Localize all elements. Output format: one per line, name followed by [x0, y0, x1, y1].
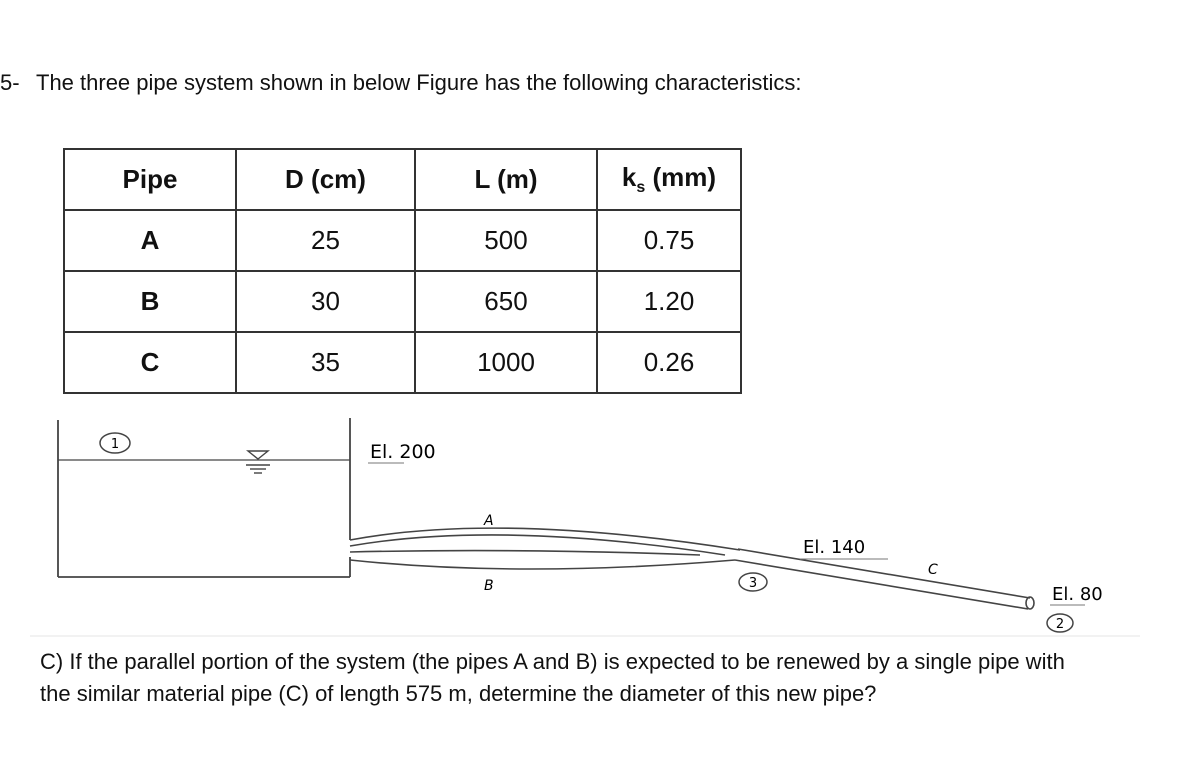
table-row — [64, 271, 741, 332]
node-2-label: 2 — [1055, 617, 1065, 632]
node-1-label: 1 — [110, 437, 120, 452]
cell-roughness: 0.75 — [597, 210, 741, 271]
table-row — [64, 332, 741, 393]
cell-pipe: A — [64, 210, 236, 271]
cell-length: 650 — [415, 271, 597, 332]
cell-pipe: B — [64, 271, 236, 332]
node-1-marker — [100, 433, 130, 453]
header-length: L (m) — [415, 149, 597, 210]
part-c-question: C) If the parallel portion of the system (the pipes A and B) is expected to be renewed by a single pipe with the similar material pipe (C) of length 575 m, determine the diameter of this new pipe? — [40, 649, 1065, 706]
reservoir-elevation: El. 200 — [370, 441, 436, 463]
question-number: 5- — [0, 70, 20, 95]
node-3-marker — [739, 573, 767, 591]
header-diameter: D (cm) — [236, 149, 415, 210]
cell-roughness: 0.26 — [597, 332, 741, 393]
header-roughness-unit: (mm) — [652, 161, 717, 192]
question-heading — [0, 70, 801, 96]
header-roughness-subscript: s — [636, 179, 646, 197]
pipe-c-label: C — [928, 562, 938, 578]
pipe-b-label: B — [484, 578, 494, 594]
pipe-system-figure — [0, 400, 1187, 645]
junction-elevation: El. 140 — [803, 537, 866, 558]
cell-diameter: 25 — [236, 210, 415, 271]
cell-pipe: C — [64, 332, 236, 393]
header-pipe: Pipe — [64, 149, 236, 210]
header-roughness — [597, 149, 741, 210]
pipe-c — [735, 549, 1034, 609]
cell-length: 1000 — [415, 332, 597, 393]
question-text: The three pipe system shown in below Figure has the following characteristics: — [36, 70, 802, 95]
pipe-properties-table — [63, 148, 742, 394]
node-3-label: 3 — [748, 576, 758, 591]
pipe-b — [350, 551, 735, 569]
header-roughness-symbol: k — [621, 161, 637, 192]
cell-roughness: 1.20 — [597, 271, 741, 332]
node-2-marker — [1047, 614, 1073, 632]
pipe-a-label: A — [484, 513, 494, 529]
cell-length: 500 — [415, 210, 597, 271]
reservoir — [58, 418, 350, 577]
table-header-row — [64, 149, 741, 210]
cell-diameter: 35 — [236, 332, 415, 393]
outlet-elevation: El. 80 — [1052, 584, 1103, 605]
water-surface-icon — [246, 451, 270, 473]
table-row — [64, 210, 741, 271]
cell-diameter: 30 — [236, 271, 415, 332]
